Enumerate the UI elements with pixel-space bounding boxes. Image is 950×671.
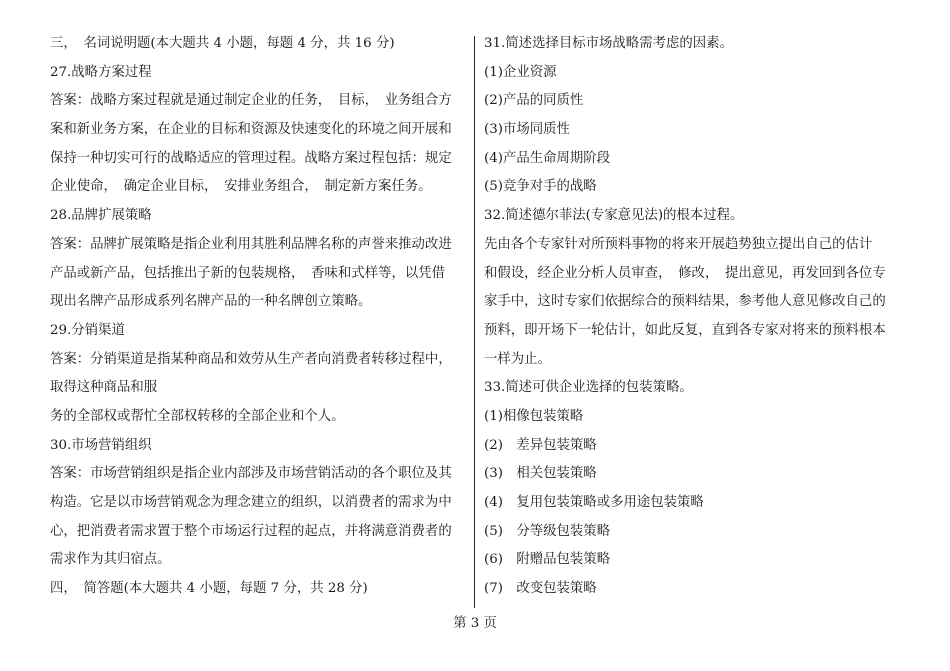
- answer-text: 先由各个专家针对所预料事物的将来开展趋势独立提出自己的估计: [484, 236, 873, 252]
- question-title: 30.市场营销组织: [50, 437, 152, 453]
- left-column: [50, 30, 468, 604]
- answer-text: 取得这种商品和服: [50, 380, 158, 396]
- answer-text: 案和新业务方案，在企业的目标和资源及快速变化的环境之间开展和: [50, 122, 452, 138]
- question-title: 29.分销渠道: [50, 322, 125, 338]
- answer-text: 答案：战略方案过程就是通过制定企业的任务， 目标， 业务组合方: [50, 93, 452, 109]
- answer-text: 务的全部权或帮忙全部权转移的全部企业和个人。: [50, 408, 345, 424]
- question-title: 31.简述选择目标市场战略需考虑的因素。: [484, 36, 733, 51]
- answer-text: 心，把消费者需求置于整个市场运行过程的起点，并将满意消费者的: [50, 523, 452, 539]
- answer-text: 构造。它是以市场营销观念为理念建立的组织，以消费者的需求为中: [50, 495, 452, 510]
- list-item: (4) 复用包装策略或多用途包装策略: [484, 495, 704, 510]
- answer-text: 答案：品牌扩展策略是指企业利用其胜利品牌名称的声誉来推动改进: [50, 236, 452, 252]
- answer-text: 一样为止。: [484, 351, 551, 367]
- answer-text: 答案：分销渠道是指某种商品和效劳从生产者向消费者转移过程中，: [50, 351, 452, 367]
- answer-text: 预料，即开场下一轮估计，如此反复，直到各专家对将来的预料根本: [484, 322, 886, 338]
- list-item: (1)相像包装策略: [484, 408, 584, 424]
- question-title: 32.简述德尔菲法(专家意见法)的根本过程。: [484, 208, 744, 224]
- right-column: [484, 30, 906, 604]
- answer-text: 和假设，经企业分析人员审查， 修改， 提出意见，再发回到各位专: [484, 265, 886, 281]
- answer-text: 现出名牌产品形成系列名牌产品的一种名牌创立策略。: [50, 294, 372, 310]
- answer-text: 保持一种切实可行的战略适应的管理过程。战略方案过程包括：规定: [50, 150, 452, 166]
- section-heading: 三， 名词说明题(本大题共 4 小题，每题 4 分，共 16 分): [50, 36, 395, 51]
- list-item: (3) 相关包装策略: [484, 466, 597, 482]
- answer-text: 答案：市场营销组织是指企业内部涉及市场营销活动的各个职位及其: [50, 466, 452, 482]
- answer-text: 家手中，这时专家们依据综合的预料结果，参考他人意见修改自己的: [484, 294, 886, 310]
- answer-text: 需求作为其归宿点。: [50, 552, 171, 568]
- list-item: (1)企业资源: [484, 64, 557, 80]
- question-title: 27.战略方案过程: [50, 64, 152, 80]
- list-item: (5)竞争对手的战略: [484, 179, 597, 195]
- question-title: 28.品牌扩展策略: [50, 208, 152, 224]
- question-title: 33.简述可供企业选择的包装策略。: [484, 380, 693, 396]
- list-item: (6) 附赠品包装策略: [484, 552, 611, 568]
- list-item: (7) 改变包装策略: [484, 581, 597, 597]
- answer-text: 产品或新产品，包括推出子新的包装规格， 香味和式样等，以凭借: [50, 265, 446, 281]
- list-item: (5) 分等级包装策略: [484, 523, 611, 539]
- page-number: 第 3 页: [453, 616, 497, 631]
- list-item: (2)产品的同质性: [484, 93, 584, 109]
- section-heading: 四， 简答题(本大题共 4 小题，每题 7 分，共 28 分): [50, 581, 368, 597]
- column-divider: [474, 36, 475, 608]
- list-item: (4)产品生命周期阶段: [484, 150, 611, 166]
- list-item: (2) 差异包装策略: [484, 437, 597, 453]
- answer-text: 企业使命， 确定企业目标， 安排业务组合， 制定新方案任务。: [50, 179, 432, 195]
- list-item: (3)市场同质性: [484, 122, 570, 138]
